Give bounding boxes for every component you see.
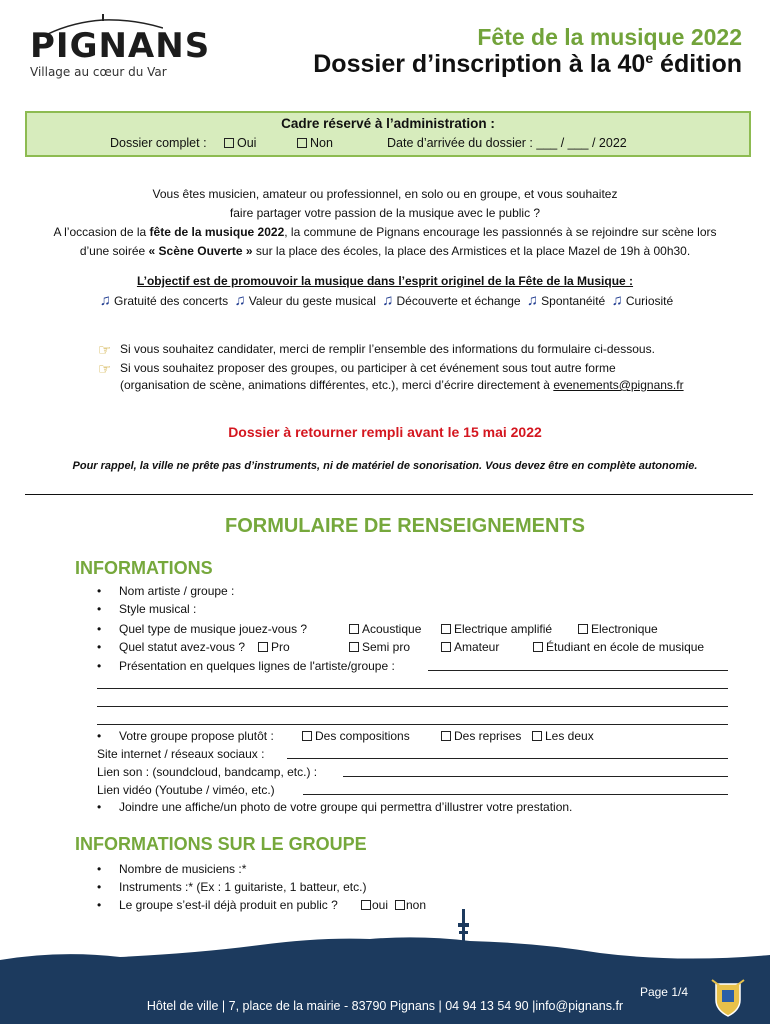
video-label: Lien vidéo (Youtube / viméo, etc.) [97, 783, 275, 797]
instruction-1: Si vous souhaitez candidater, merci de remplir l’ensemble des informations du formulaire ci-dessous. [120, 342, 655, 356]
propose-lesdeux-checkbox[interactable]: Les deux [532, 729, 594, 743]
admin-title: Cadre réservé à l’administration : [281, 116, 495, 131]
admin-oui-checkbox[interactable]: Oui [224, 136, 256, 150]
logo: PIGNANS [30, 26, 211, 66]
propose-question: • Votre groupe propose plutôt : [97, 729, 274, 743]
presentation-line[interactable] [97, 724, 728, 725]
video-line[interactable] [303, 794, 728, 795]
page-number: Page 1/4 [639, 985, 688, 999]
email-link[interactable]: evenements@pignans.fr [553, 378, 684, 392]
instruments-field[interactable]: • Instruments :* (Ex : 1 guitariste, 1 batteur, etc.) [97, 880, 367, 894]
poster-item: • Joindre une affiche/un photo de votre groupe qui permettra d’illustrer votre prestation. [97, 800, 573, 814]
artist-field[interactable]: • Nom artiste / groupe : [97, 584, 235, 598]
music-note-icon: ♫ [611, 292, 623, 309]
section-groupe: INFORMATIONS SUR LE GROUPE [75, 834, 367, 854]
reminder: Pour rappel, la ville ne prête pas d’instruments, ni de matériel de sonorisation. Vous devez être en complète autonomie. [72, 460, 698, 472]
event-title: Fête de la musique 2022 [477, 24, 742, 50]
music-note-icon: ♫ [99, 292, 112, 309]
played-non-checkbox[interactable]: non [395, 898, 426, 912]
presentation-line[interactable] [97, 688, 728, 689]
status-question: • Quel statut avez-vous ? [97, 640, 246, 654]
instruction-2: Si vous souhaitez proposer des groupes, ou participer à cet événement sous tout autre forme (organisation de scène, animations différentes, etc.), merci d’écrire directement à evenements@pignans.fr [120, 361, 684, 392]
presentation-line[interactable] [97, 706, 728, 707]
music-note-icon: ♫ [382, 292, 394, 309]
played-oui-checkbox[interactable]: oui [361, 898, 388, 912]
presentation-line[interactable] [428, 670, 728, 671]
form-title: FORMULAIRE DE RENSEIGNEMENTS [224, 515, 586, 537]
musicians-field[interactable]: • Nombre de musiciens :* [97, 862, 247, 876]
sound-line[interactable] [343, 776, 728, 777]
deadline: Dossier à retourner rempli avant le 15 mai 2022 [228, 424, 542, 440]
website-label: Site internet / réseaux sociaux : [97, 747, 265, 761]
type-electronique-checkbox[interactable]: Electronique [578, 622, 658, 636]
sound-label: Lien son : (soundcloud, bandcamp, etc.) : [97, 765, 318, 779]
arrival-date: Date d’arrivée du dossier : ___ / ___ / 2022 [387, 136, 627, 150]
music-note-icon: ♫ [234, 292, 246, 309]
pointing-hand-icon: ☞ [98, 342, 112, 359]
logo-tagline: Village au cœur du Var [30, 65, 167, 79]
propose-reprises-checkbox[interactable]: Des reprises [441, 729, 521, 743]
pointing-hand-icon: ☞ [98, 361, 112, 378]
played-question: • Le groupe s’est-il déjà produit en public ? [97, 898, 338, 912]
status-etudiant-checkbox[interactable]: Étudiant en école de musique [533, 640, 704, 654]
intro-text: Vous êtes musicien, amateur ou professionnel, en solo ou en groupe, et vous souhaitez faire partager votre passion de la musique avec le public ? A l’occasion de la fête de la musique 2022, la commune de Pignans encourage les passionnés à se rejoindre sur scène lors d’une soirée « Scène Ouverte » sur la place des écoles, la place des Armistices et la place Mazel de 19h à 00h30. [53, 187, 717, 258]
style-field[interactable]: • Style musical : [97, 602, 197, 616]
music-note-icon: ♫ [526, 292, 539, 309]
objective-values: ♫ Gratuité des concerts ♫ Valeur du geste musical ♫ Découverte et échange ♫ Spontanéité ♫ Curiosité [99, 292, 674, 309]
status-pro-checkbox[interactable]: Pro [258, 640, 290, 654]
admin-non-checkbox[interactable]: Non [297, 136, 333, 150]
presentation-label: • Présentation en quelques lignes de l'artiste/groupe : [97, 659, 395, 673]
website-line[interactable] [287, 758, 728, 759]
footer-address: Hôtel de ville | 7, place de la mairie - 83790 Pignans | 04 94 13 54 90 |info@pignans.fr [146, 999, 624, 1013]
document-title: Dossier d’inscription à la 40e édition [313, 50, 742, 78]
status-amateur-checkbox[interactable]: Amateur [441, 640, 499, 654]
divider [25, 494, 753, 495]
type-question: • Quel type de musique jouez-vous ? [97, 622, 308, 636]
type-acoustique-checkbox[interactable]: Acoustique [349, 622, 421, 636]
complete-label: Dossier complet : [110, 136, 207, 150]
admin-box [25, 111, 751, 157]
objective-title: L’objectif est de promouvoir la musique dans l’esprit originel de la Fête de la Musique : [136, 274, 634, 288]
status-semipro-checkbox[interactable]: Semi pro [349, 640, 410, 654]
type-electrique-checkbox[interactable]: Electrique amplifié [441, 622, 552, 636]
propose-compositions-checkbox[interactable]: Des compositions [302, 729, 410, 743]
section-informations: INFORMATIONS [75, 558, 213, 578]
